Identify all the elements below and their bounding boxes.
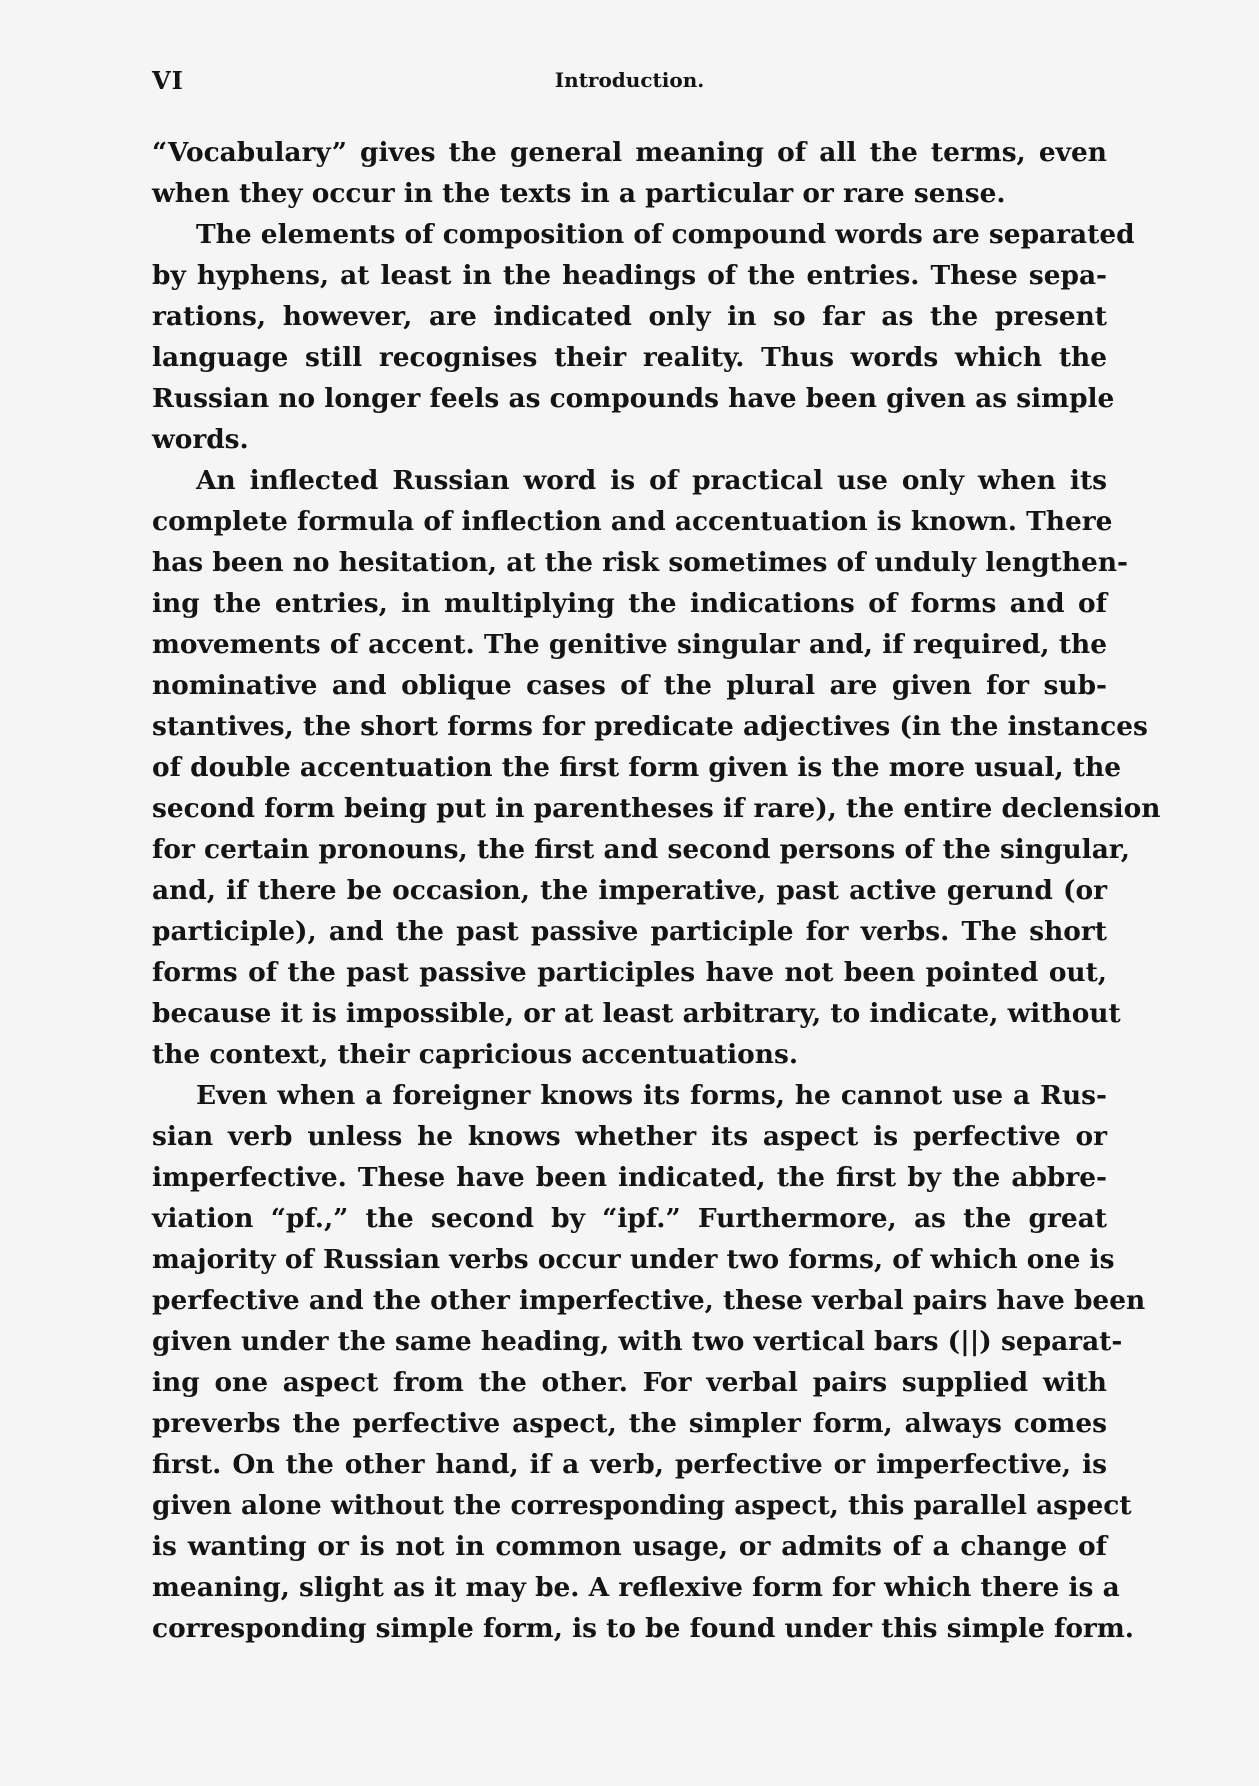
page-header <box>152 66 1107 96</box>
text-line: perfective and the other imperfective, these verbal pairs have been <box>152 1285 1146 1316</box>
text-line: The elements of composition of compound words are separated <box>196 219 1135 250</box>
text-line: Even when a foreigner knows its forms, he cannot use a Rus- <box>196 1080 1107 1111</box>
text-line: preverbs the perfective aspect, the simpler form, always comes <box>152 1408 1107 1439</box>
text-line: An inflected Russian word is of practical use only when its <box>196 465 1107 496</box>
body-text <box>152 132 1161 1649</box>
text-line: when they occur in the texts in a particular or rare sense. <box>152 178 1006 209</box>
text-line: corresponding simple form, is to be found under this simple form. <box>152 1613 1134 1644</box>
text-line: meaning, slight as it may be. A reflexive form for which there is a <box>152 1572 1120 1603</box>
text-line: the context, their capricious accentuations. <box>152 1039 799 1070</box>
text-line: by hyphens, at least in the headings of the entries. These sepa- <box>152 260 1107 291</box>
text-line: viation “pf.,” the second by “ipf.” Furthermore, as the great <box>152 1203 1107 1234</box>
text-line: imperfective. These have been indicated, the first by the abbre- <box>152 1162 1107 1193</box>
text-line: is wanting or is not in common usage, or admits of a change of <box>152 1531 1107 1562</box>
text-line: because it is impossible, or at least arbitrary, to indicate, without <box>152 998 1121 1029</box>
text-line: and, if there be occasion, the imperative, past active gerund (or <box>152 875 1107 906</box>
text-line: language still recognises their reality. Thus words which the <box>152 342 1107 373</box>
text-line: majority of Russian verbs occur under two forms, of which one is <box>152 1244 1115 1275</box>
text-line: complete formula of inflection and accentuation is known. There <box>152 506 1113 537</box>
text-line: ing the entries, in multiplying the indications of forms and of <box>152 588 1107 619</box>
text-line: sian verb unless he knows whether its aspect is perfective or <box>152 1121 1107 1152</box>
text-line: of double accentuation the first form given is the more usual, the <box>152 752 1122 783</box>
text-line: “Vocabulary” gives the general meaning of all the terms, even <box>152 137 1107 168</box>
text-line: words. <box>152 424 249 455</box>
text-line: participle), and the past passive participle for verbs. The short <box>152 916 1107 947</box>
text-line: nominative and oblique cases of the plural are given for sub- <box>152 670 1107 701</box>
text-line: has been no hesitation, at the risk sometimes of unduly lengthen- <box>152 547 1128 578</box>
text-line: movements of accent. The genitive singular and, if required, the <box>152 629 1107 660</box>
text-line: forms of the past passive participles have not been pointed out, <box>152 957 1107 988</box>
page-number: VI <box>152 66 184 95</box>
text-line: given alone without the corresponding aspect, this parallel aspect <box>152 1490 1132 1521</box>
text-line: ing one aspect from the other. For verbal pairs supplied with <box>152 1367 1107 1398</box>
text-line: for certain pronouns, the first and second persons of the singular, <box>152 834 1130 865</box>
text-line: first. On the other hand, if a verb, perfective or imperfective, is <box>152 1449 1107 1480</box>
text-line: second form being put in parentheses if rare), the entire declension <box>152 793 1161 824</box>
text-line: rations, however, are indicated only in so far as the present <box>152 301 1107 332</box>
running-title: Introduction. <box>554 68 705 92</box>
text-line: Russian no longer feels as compounds have been given as simple <box>152 383 1115 414</box>
text-line: stantives, the short forms for predicate adjectives (in the instances <box>152 711 1148 742</box>
text-line: given under the same heading, with two vertical bars (||) separat- <box>152 1326 1123 1357</box>
